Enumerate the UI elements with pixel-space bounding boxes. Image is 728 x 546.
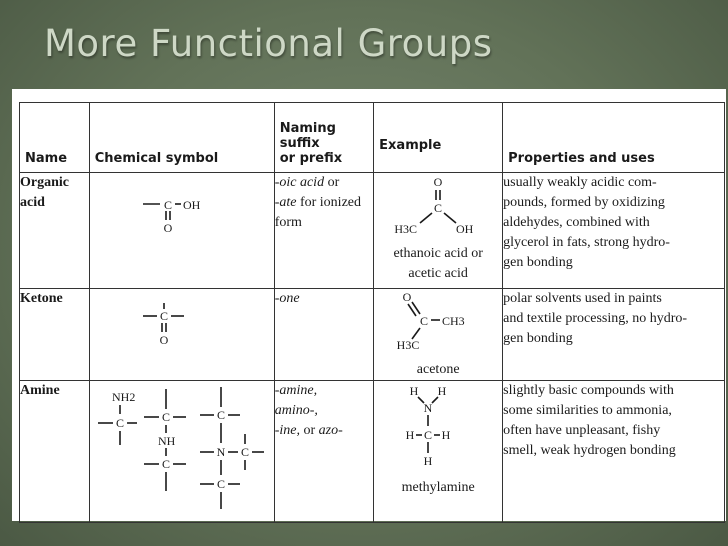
acetone-structure: [374, 289, 502, 355]
properties-line: often have unpleasant, fishy: [503, 423, 661, 438]
header-name: Name: [20, 103, 90, 173]
suffix-ine: -ine,: [274, 423, 300, 438]
properties-line: smell, weak hydrogen bonding: [503, 443, 676, 458]
atom-c: C: [420, 314, 429, 328]
methylamine-structure: [374, 381, 502, 473]
symbol-ketone: [89, 289, 274, 381]
suffix-form: form: [274, 215, 302, 230]
atom-c: C: [115, 416, 124, 430]
row-name-ketone: Ketone: [20, 289, 90, 381]
atom-n: N: [216, 445, 226, 459]
atom-o: O: [402, 290, 412, 304]
suffix-azo: azo-: [318, 423, 343, 438]
atom-c: C: [240, 445, 249, 459]
suffix-or: or: [324, 175, 340, 190]
slide-title: More Functional Groups: [44, 22, 493, 65]
atom-c: C: [216, 408, 225, 422]
suffix-for-ionized: for ionized: [296, 195, 361, 210]
properties-line: some similarities to ammonia,: [503, 403, 672, 418]
atom-h3c: H3C: [394, 222, 418, 236]
properties-line: usually weakly acidic com-: [503, 175, 657, 190]
table-header-row: [20, 103, 725, 173]
suffix-amine-text: -amine,: [274, 383, 318, 398]
example-ketone: [374, 289, 503, 381]
example-caption: acetone: [416, 362, 460, 377]
atom-o: O: [163, 221, 173, 235]
carboxyl-structure-diagram: [90, 173, 274, 283]
atom-o: O: [159, 333, 169, 347]
properties-line: slightly basic compounds with: [503, 383, 674, 398]
row-name-amine: Amine: [20, 381, 90, 523]
properties-line: aldehydes, combined with: [503, 215, 650, 230]
atom-nh: NH: [157, 434, 176, 448]
example-organic-acid: [374, 173, 503, 289]
atom-h: H: [409, 384, 419, 398]
header-suffix-line1: Naming suffix: [279, 121, 336, 151]
suffix-amine: [274, 381, 373, 523]
amine-structure-diagrams: [90, 381, 274, 517]
properties-amine: [503, 381, 725, 523]
header-naming-suffix: [274, 103, 373, 173]
properties-line: gen bonding: [503, 255, 573, 270]
properties-organic-acid: [503, 173, 725, 289]
acetic-acid-structure: [374, 173, 502, 239]
suffix-ate: -ate: [274, 195, 297, 210]
suffix-ketone: [274, 289, 373, 381]
suffix-organic-acid: [274, 173, 373, 289]
example-amine: [374, 381, 503, 523]
row-name-organic-acid: [20, 173, 90, 289]
caption-line2: acetic acid: [408, 266, 468, 281]
atom-h: H: [437, 384, 447, 398]
atom-h: H: [423, 454, 433, 468]
symbol-amine: [89, 381, 274, 523]
carbonyl-structure-diagram: [90, 289, 274, 375]
suffix-oic-acid: -oic acid: [274, 175, 325, 190]
example-caption: methylamine: [401, 480, 475, 495]
atom-o: O: [433, 175, 443, 189]
functional-groups-table: [19, 102, 725, 523]
atom-c: C: [161, 410, 170, 424]
properties-line: and textile processing, no hydro-: [503, 311, 688, 326]
atom-c: C: [161, 457, 170, 471]
table-row: [20, 381, 725, 523]
suffix-one: -one: [274, 291, 300, 306]
suffix-amino: amino-,: [274, 403, 318, 418]
atom-h3c: H3C: [396, 338, 420, 352]
atom-ch3: CH3: [442, 314, 465, 328]
header-chemical-symbol: Chemical symbol: [89, 103, 274, 173]
table-row: [20, 173, 725, 289]
atom-oh: OH: [456, 222, 474, 236]
table-panel: [12, 89, 726, 521]
properties-line: polar solvents used in paints: [503, 291, 662, 306]
header-suffix-line2: or prefix: [279, 151, 343, 166]
atom-c: C: [424, 428, 433, 442]
properties-ketone: [503, 289, 725, 381]
table-row: [20, 289, 725, 381]
example-caption: [374, 244, 502, 284]
atom-c: C: [163, 198, 172, 212]
name-line2: acid: [20, 195, 45, 210]
atom-oh: OH: [182, 198, 201, 212]
atom-h: H: [441, 428, 451, 442]
name-line1: Organic: [20, 175, 69, 190]
atom-c: C: [216, 477, 225, 491]
header-properties: Properties and uses: [503, 103, 725, 173]
suffix-or: or: [299, 423, 319, 438]
atom-nh2: NH2: [111, 390, 136, 404]
atom-c: C: [159, 309, 168, 323]
caption-line1: ethanoic acid or: [393, 246, 483, 261]
properties-line: glycerol in fats, strong hydro-: [503, 235, 670, 250]
atom-h: H: [405, 428, 415, 442]
properties-line: pounds, formed by oxidizing: [503, 195, 665, 210]
atom-n: N: [423, 401, 433, 415]
properties-line: gen bonding: [503, 331, 573, 346]
atom-c: C: [434, 201, 443, 215]
header-example: Example: [374, 103, 503, 173]
symbol-organic-acid: [89, 173, 274, 289]
